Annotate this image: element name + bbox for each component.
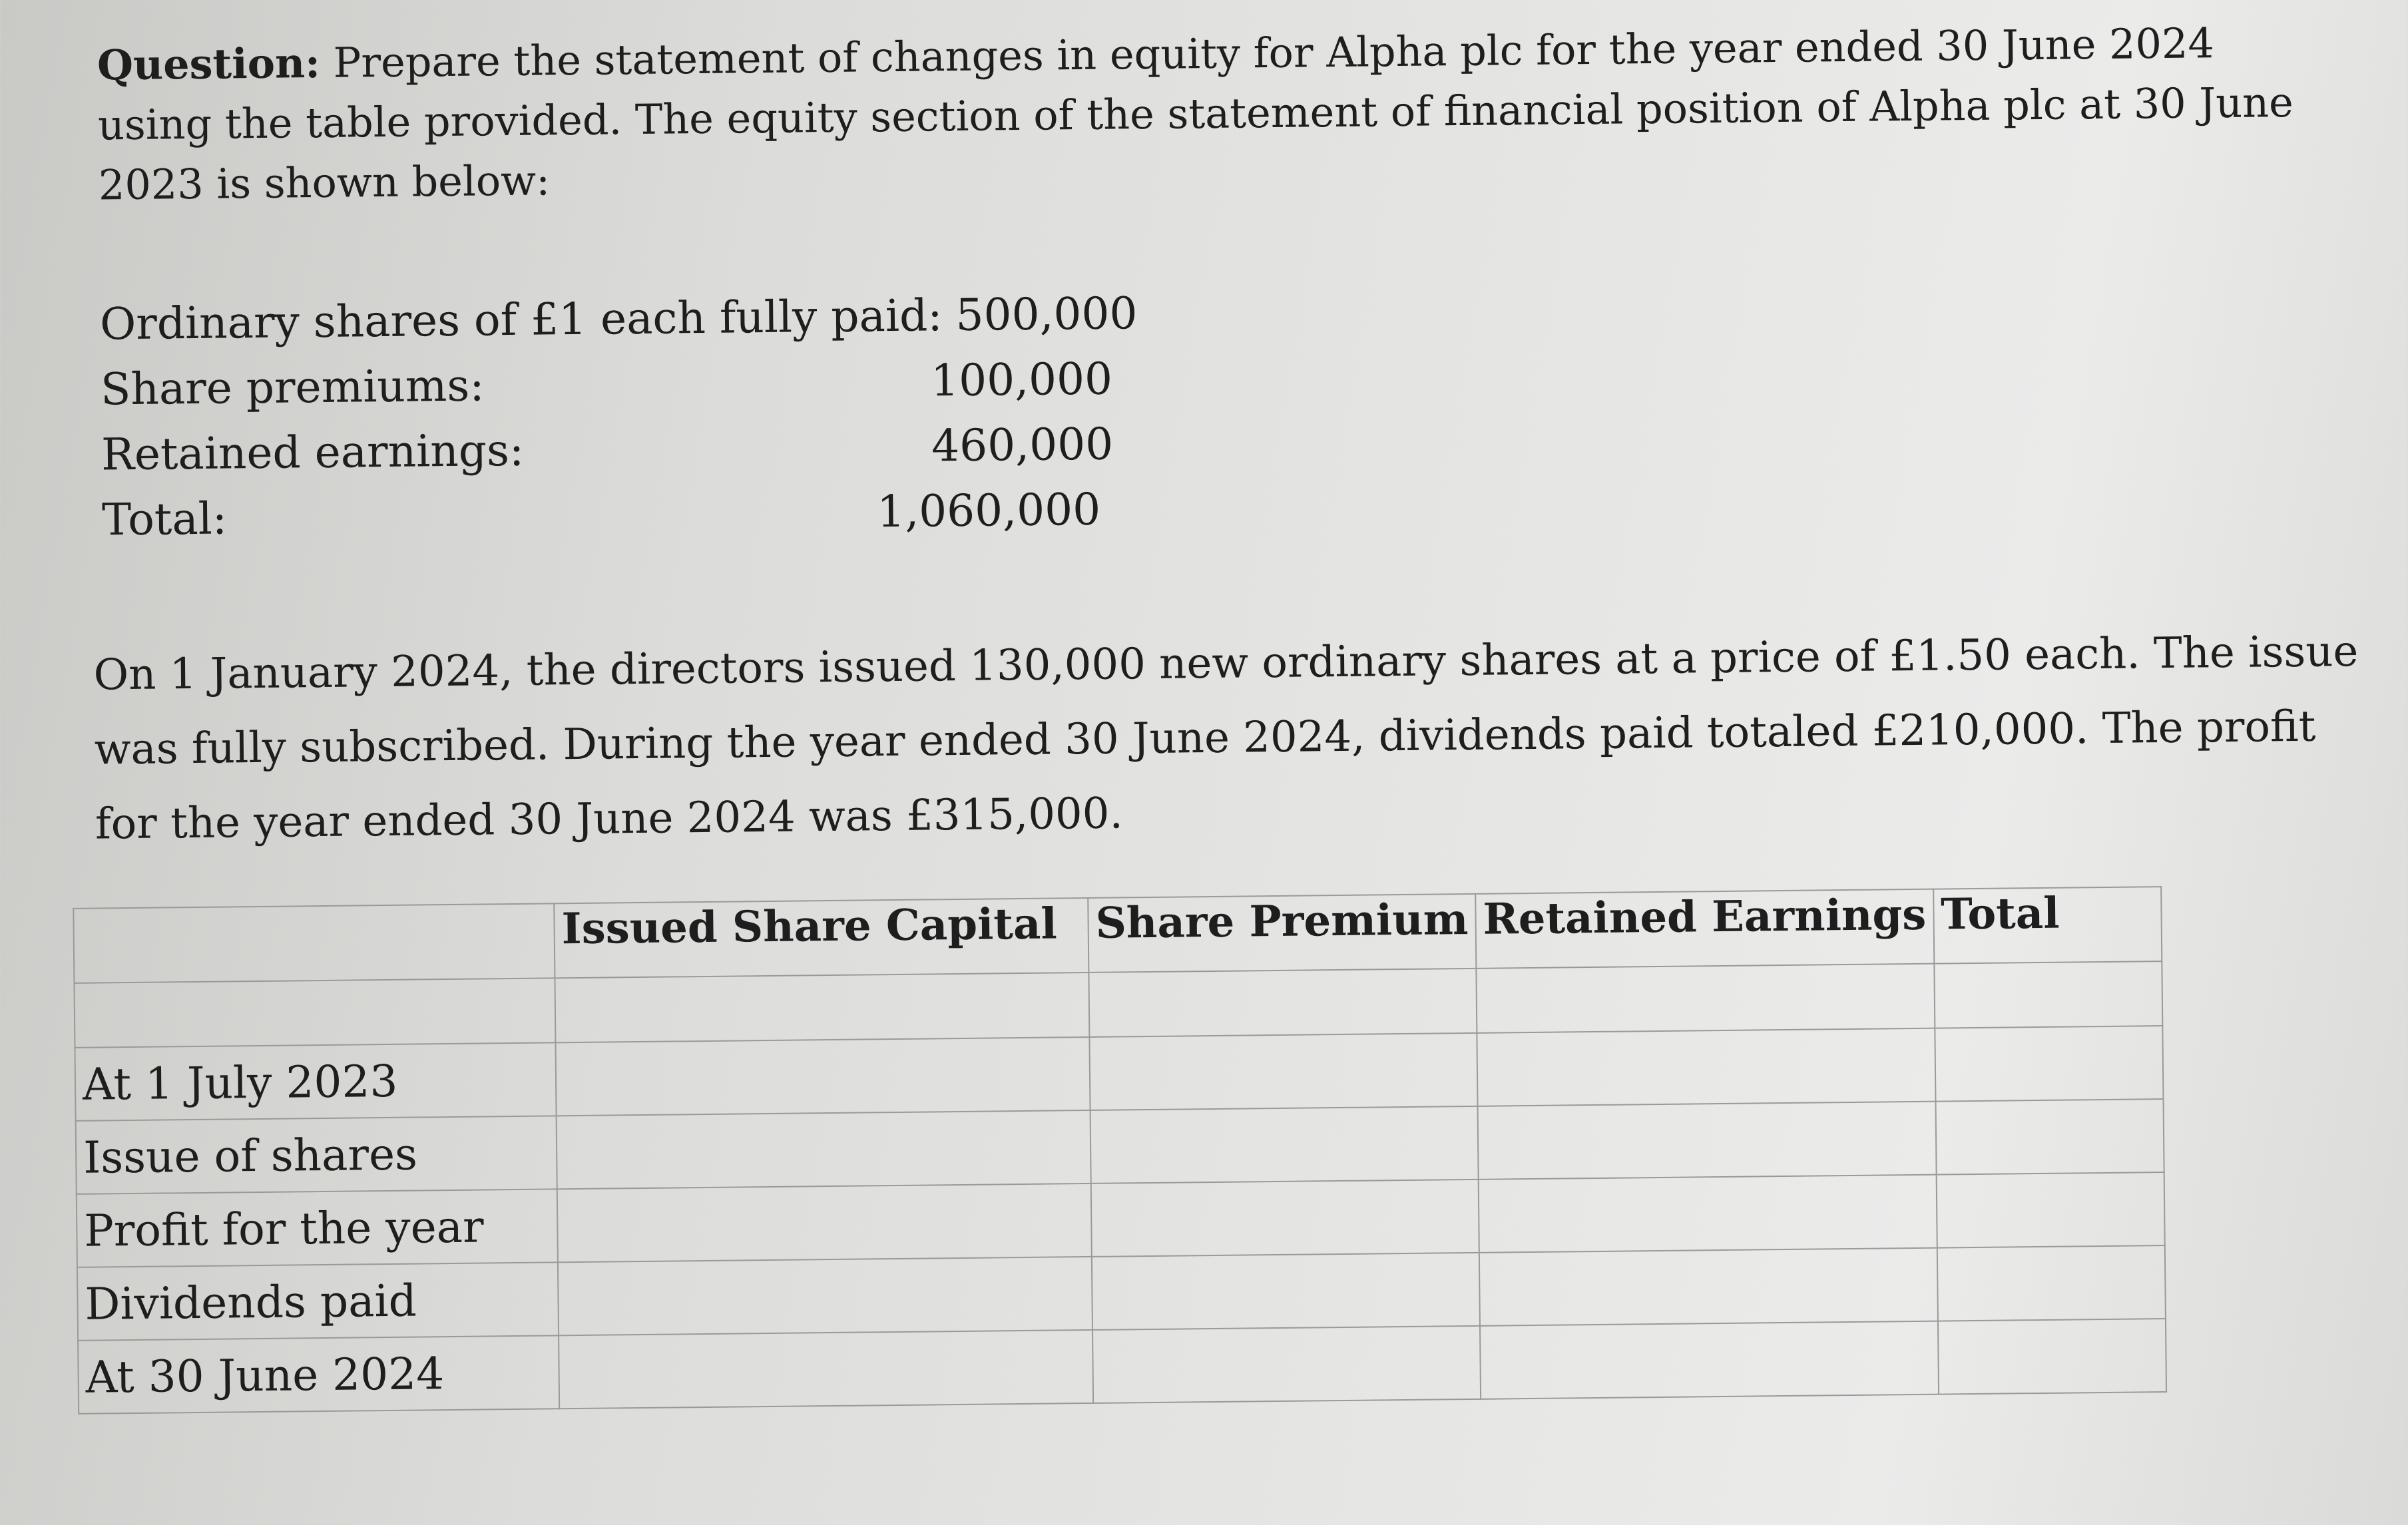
answer-cell[interactable] xyxy=(1479,1175,1937,1253)
table-header: Total xyxy=(1933,887,2162,964)
answer-cell[interactable] xyxy=(1935,1026,2163,1102)
equity-section xyxy=(100,281,1141,552)
table-header: Retained Earnings xyxy=(1475,889,1934,969)
equity-label: Retained earnings: xyxy=(101,424,525,481)
table-header: Issued Share Capital xyxy=(554,898,1088,978)
row-label: At 1 July 2023 xyxy=(75,1042,556,1121)
answer-cell[interactable] xyxy=(557,1184,1092,1262)
equity-row-total xyxy=(102,477,1141,552)
row-label: Issue of shares xyxy=(76,1116,557,1194)
answer-cell[interactable] xyxy=(1477,1028,1935,1106)
answer-cell[interactable] xyxy=(1091,1180,1479,1257)
row-label: Dividends paid xyxy=(77,1262,559,1341)
answer-cell[interactable] xyxy=(1480,1321,1939,1399)
answer-cell[interactable] xyxy=(1937,1245,2165,1321)
answer-cell[interactable] xyxy=(1092,1253,1480,1330)
answer-cell[interactable] xyxy=(1088,969,1477,1037)
changes-in-equity-table xyxy=(73,886,2166,1415)
equity-value: 500,000 xyxy=(955,288,1138,341)
answer-cell[interactable] xyxy=(555,1037,1090,1116)
answer-cell[interactable] xyxy=(1934,961,2162,1028)
equity-value: 1,060,000 xyxy=(876,483,1101,538)
equity-value: 100,000 xyxy=(930,353,1113,407)
question-paragraph xyxy=(97,13,2296,216)
answer-cell[interactable] xyxy=(1476,964,1935,1033)
equity-label: Ordinary shares of £1 each fully paid: xyxy=(99,290,943,350)
answer-cell[interactable] xyxy=(1938,1319,2166,1395)
answer-cell[interactable] xyxy=(555,973,1089,1042)
answer-cell[interactable] xyxy=(559,1330,1093,1409)
table-header: Share Premium xyxy=(1088,894,1476,973)
equity-row-retained-earnings xyxy=(101,411,1140,487)
answer-cell[interactable] xyxy=(1935,1099,2164,1175)
equity-value: 460,000 xyxy=(931,418,1114,472)
answer-cell[interactable] xyxy=(1092,1326,1481,1403)
row-label: Profit for the year xyxy=(77,1189,558,1267)
answer-cell[interactable] xyxy=(1478,1102,1937,1180)
equity-row-ordinary-shares xyxy=(100,281,1139,357)
question-label: Question: xyxy=(97,38,321,90)
equity-row-share-premiums xyxy=(101,346,1140,422)
answer-cell[interactable] xyxy=(1479,1248,1938,1326)
scenario-paragraph: On 1 January 2024, the directors issued 130,000 new ordinary shares at a price of £1.50 each. The issue was fully subscribed. During the year ended 30 June 2024, dividends paid totaled £210,000. The profit for the year ended 30 June 2024 was £315,000. xyxy=(93,626,2359,849)
answer-cell[interactable] xyxy=(557,1110,1091,1189)
answer-cell[interactable] xyxy=(1090,1106,1479,1184)
equity-label: Share premiums: xyxy=(100,359,485,415)
equity-label: Total: xyxy=(101,493,228,546)
answer-cell[interactable] xyxy=(1089,1033,1477,1110)
row-label: At 30 June 2024 xyxy=(78,1335,559,1414)
question-text: Prepare the statement of changes in equity for Alpha plc for the year ended 30 June 2024 using the table provided. The equity section of the statement of financial position of Alpha plc at 30 June 2023 is shown below: xyxy=(97,19,2294,210)
answer-cell[interactable] xyxy=(558,1257,1092,1335)
table-header-blank xyxy=(73,903,555,983)
answer-cell[interactable] xyxy=(1936,1172,2164,1248)
